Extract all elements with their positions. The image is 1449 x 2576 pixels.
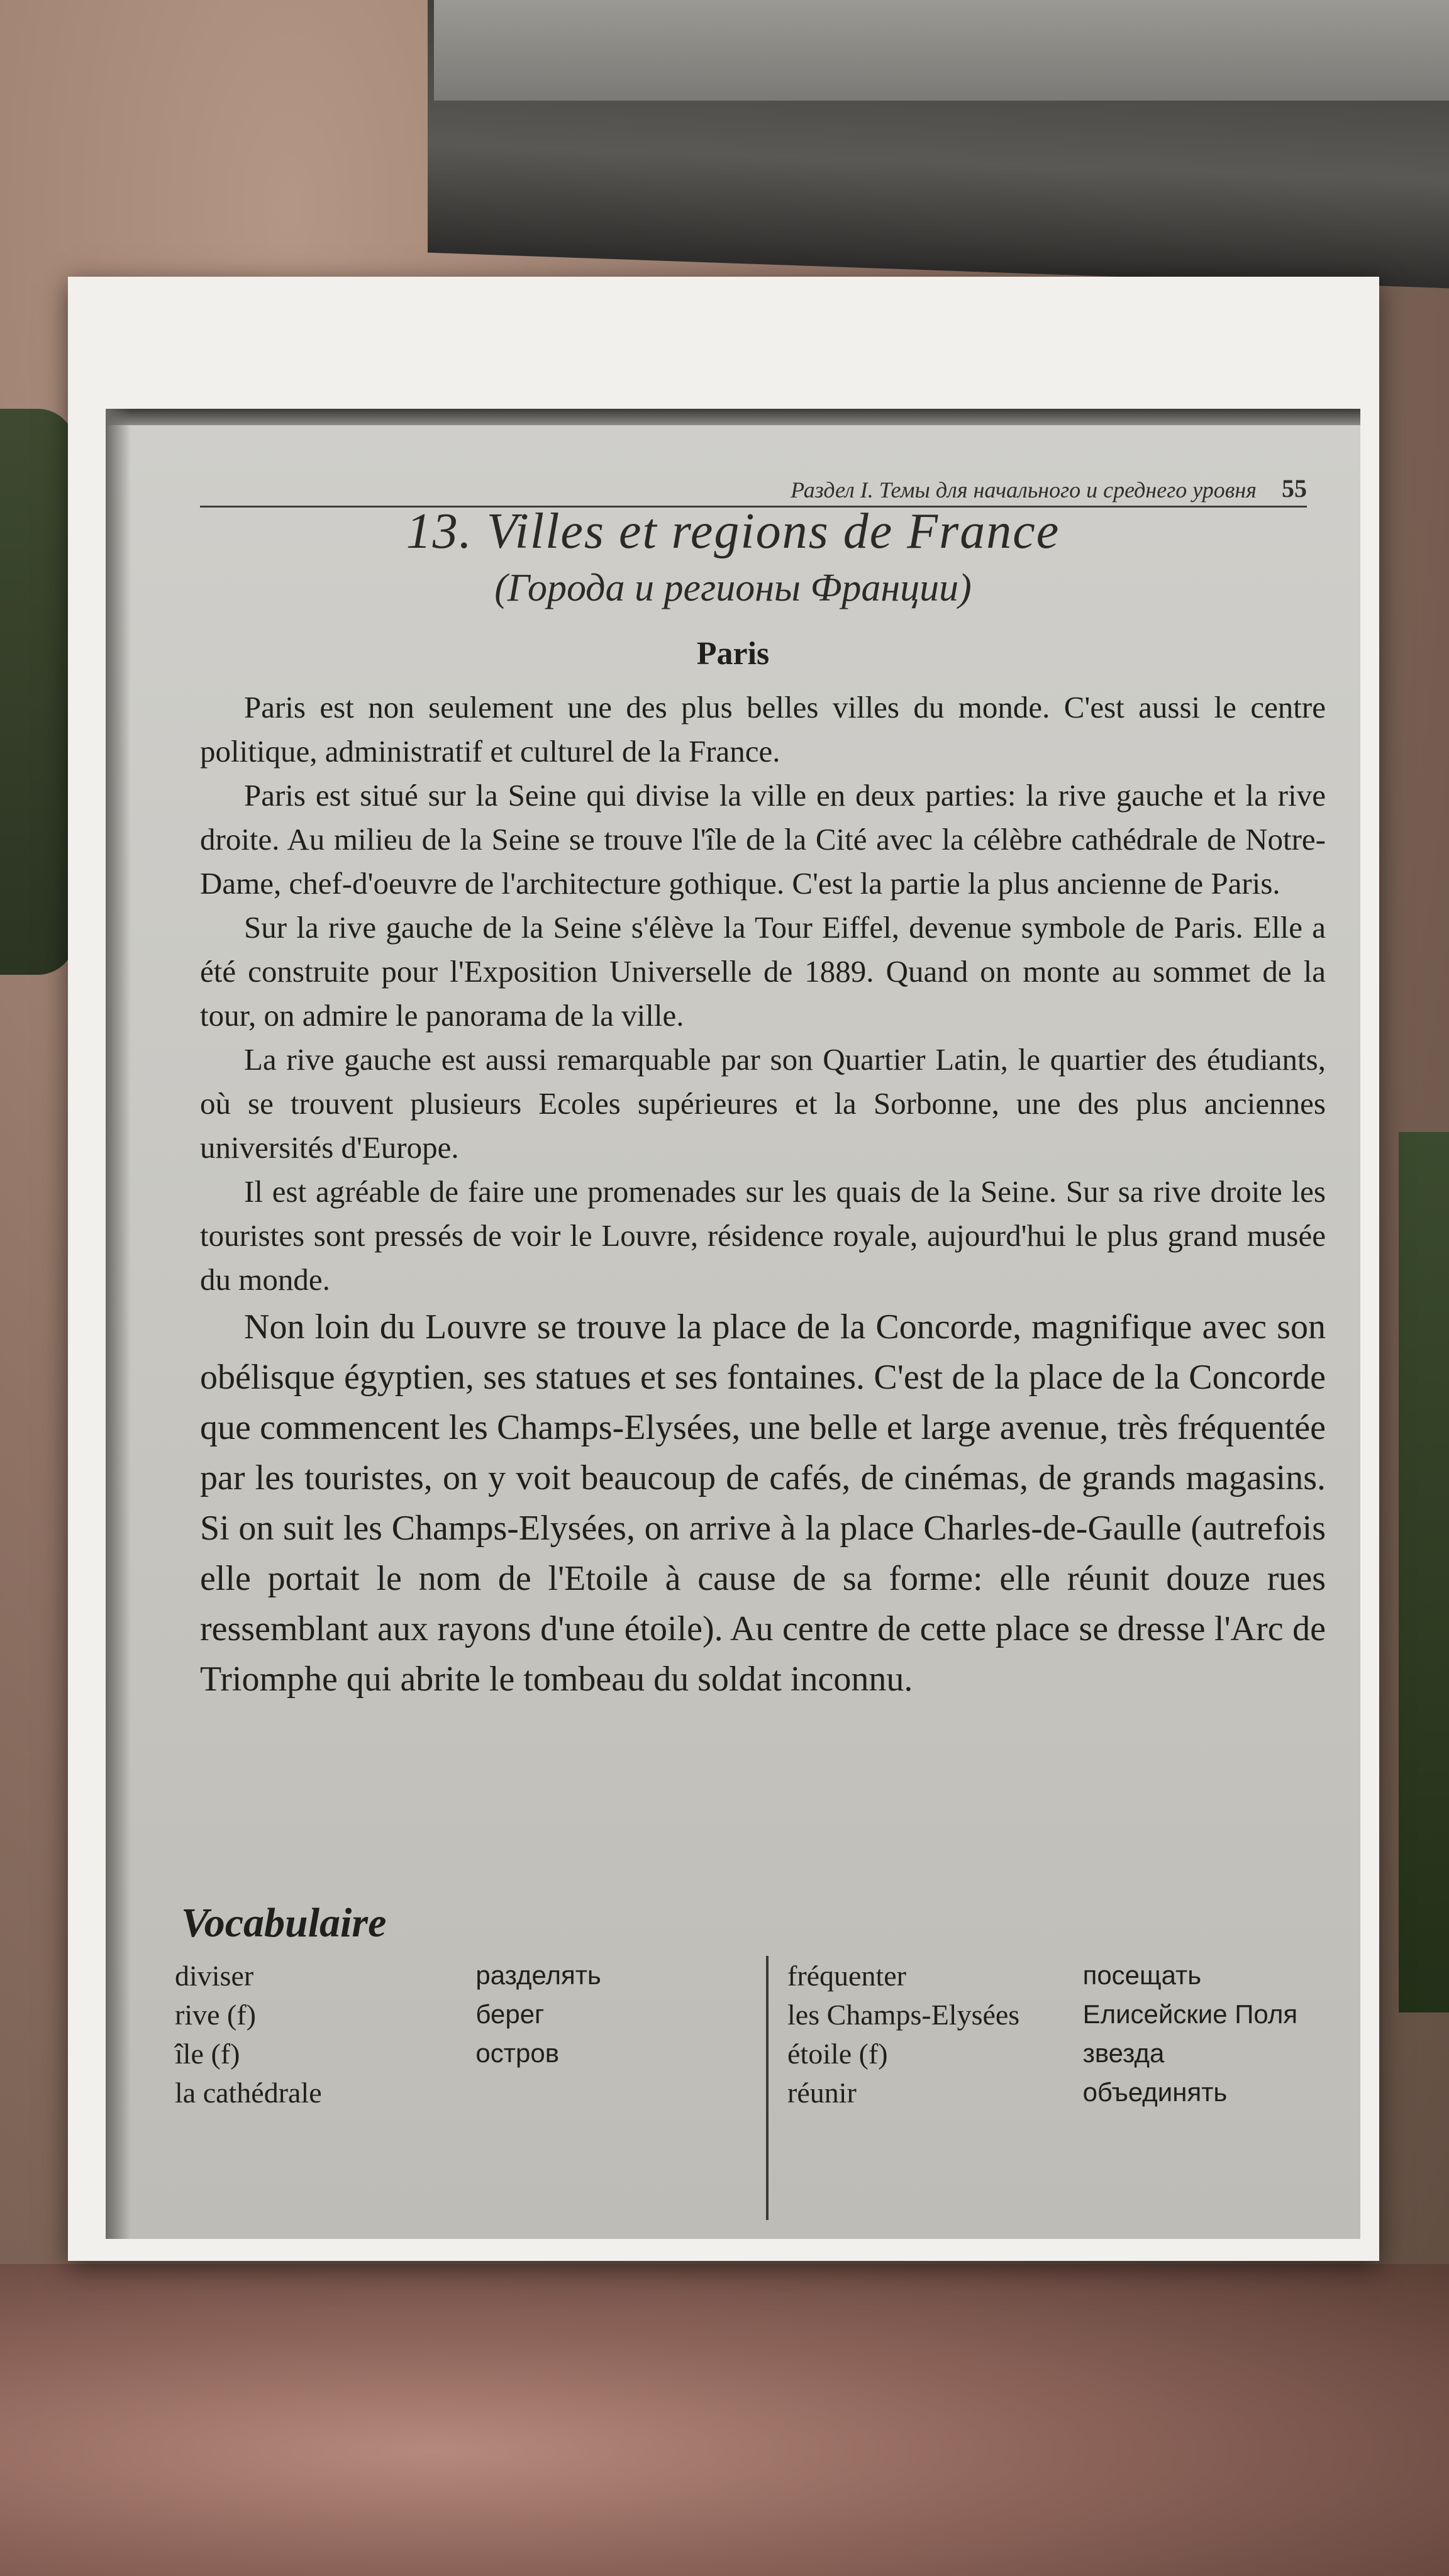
background-hand [0, 2264, 1449, 2576]
chapter-title: 13. Villes et regions de France [406, 504, 1060, 559]
paragraph: Non loin du Louvre se trouve la place de la Concorde, magnifique avec son obélisque égyptien, ses statues et ses fontaines. C'est de la place de la Concorde que commencent les Champs-Elysées, une belle et large avenue, très fréquentée par les touristes, on y voit beaucoup de cafés, de cinémas, de grands magasins. Si on suit les Champs-Elysées, on arrive à la place Charles-de-Gaulle (autrefois elle portait le nom de l'Etoile à cause de sa forme: elle réunit douze rues ressemblant aux rayons d'une étoile). Au centre de cette place se dresse l'Arc de Triomphe qui abrite le tombeau du soldat inconnu. [200, 1307, 1326, 1699]
vocabulary-table [175, 1956, 1357, 2220]
vocabulary-russian: остров [475, 2038, 560, 2068]
vocabulary-row [787, 2034, 1345, 2073]
vocabulary-french: la cathédrale [175, 2076, 322, 2109]
page-number: 55 [1282, 474, 1307, 502]
vocabulary-column-left [175, 1956, 766, 2220]
chapter-subtitle: (Города и регионы Франции) [494, 567, 972, 609]
paragraph: La rive gauche est aussi remarquable par son Quartier Latin, le quartier des étudiants, où se trouvent plusieurs Ecoles supérieures et la Sorbonne, une des plus anciennes universités d'Europe. [200, 1042, 1326, 1165]
background-leaf [0, 409, 75, 975]
background-book-edge [434, 0, 1449, 101]
background-leaf-right [1399, 1132, 1449, 2012]
vocabulary-french: diviser [175, 1959, 254, 1992]
running-head-text: Раздел I. Темы для начального и среднего уровня [791, 477, 1257, 502]
vocabulary-russian: посещать [1082, 1960, 1202, 1990]
section-title: Paris [696, 636, 770, 672]
vocabulary-russian: Елисейские Поля [1082, 1999, 1298, 2029]
vocabulary-row [787, 1995, 1345, 2034]
vocabulary-row [787, 2073, 1345, 2112]
paragraph: Paris est non seulement une des plus belles villes du monde. C'est aussi le centre politique, administratif et culturel de la France. [200, 690, 1326, 769]
vocabulary-row [175, 2073, 753, 2112]
paragraph: Paris est situé sur la Seine qui divise la ville en deux parties: la rive gauche et la rive droite. Au milieu de la Seine se trouve l'île de la Cité avec la célèbre cathédrale de Notre-Dame, chef-d'oeuvre de l'architecture gothique. C'est la partie la plus ancienne de Paris. [200, 778, 1326, 901]
vocabulary-row [175, 1956, 753, 1995]
vocabulary-french: les Champs-Elysées [787, 1998, 1020, 2031]
running-head [200, 465, 1307, 508]
vocabulary-title: Vocabulaire [181, 1900, 387, 1946]
vocabulary-russian: берег [475, 1999, 545, 2029]
article-body [200, 686, 1326, 1704]
vocabulary-french: fréquenter [787, 1959, 906, 1992]
book-page [106, 409, 1360, 2239]
vocabulary-row [175, 1995, 753, 2034]
vocabulary-french: réunir [787, 2076, 857, 2109]
vocabulary-french: île (f) [175, 2037, 240, 2070]
photocopy-sheet [68, 277, 1379, 2261]
vocabulary-russian: звезда [1082, 2038, 1165, 2068]
vocabulary-row [787, 1956, 1345, 1995]
vocabulary-russian: объединять [1082, 2077, 1228, 2107]
vocabulary-russian: разделять [475, 1960, 601, 1990]
paragraph: Il est agréable de faire une promenades sur les quais de la Seine. Sur sa rive droite les touristes sont pressés de voir le Louvre, résidence royale, aujourd'hui le plus grand musée du monde. [200, 1174, 1326, 1297]
vocabulary-french: rive (f) [175, 1998, 256, 2031]
vocabulary-column-right [766, 1956, 1357, 2220]
vocabulary-row [175, 2034, 753, 2073]
paragraph: Sur la rive gauche de la Seine s'élève la Tour Eiffel, devenue symbole de Paris. Elle a été construite pour l'Exposition Universelle de 1889. Quand on monte au sommet de la tour, on admire le panorama de la ville. [200, 910, 1326, 1033]
vocabulary-french: étoile (f) [787, 2037, 888, 2070]
